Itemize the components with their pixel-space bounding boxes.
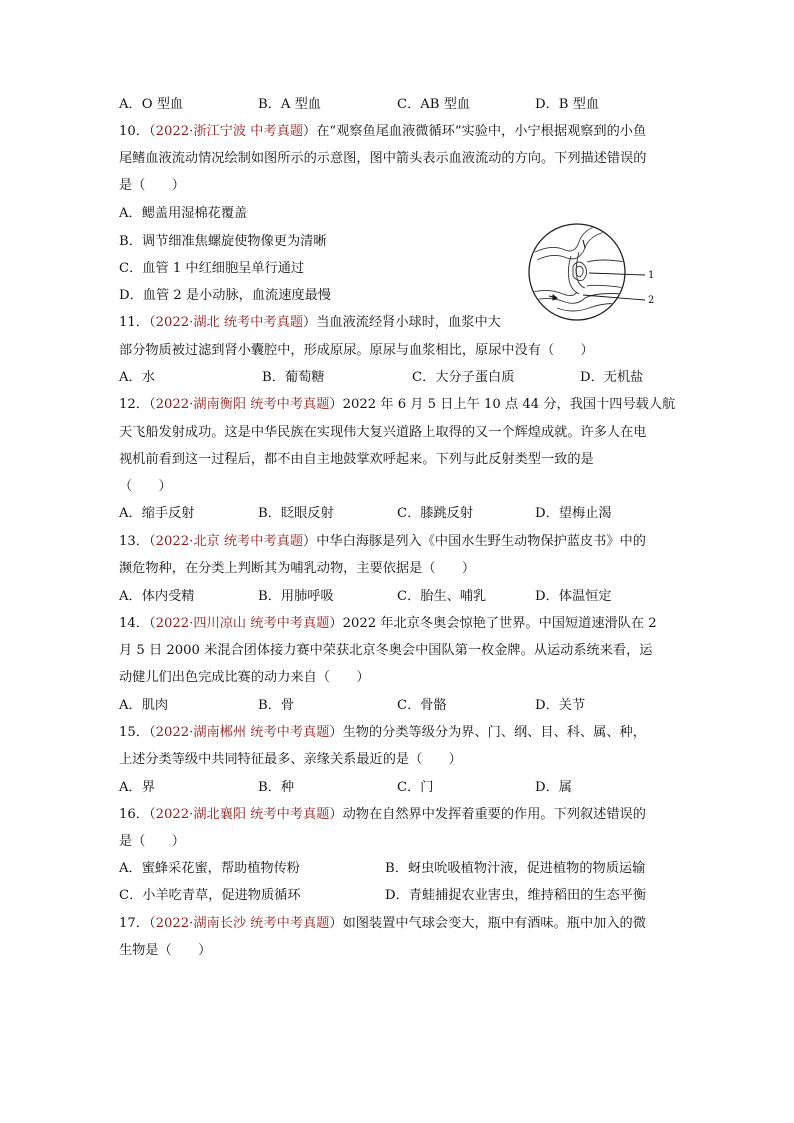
q14-option-a: A．肌肉: [119, 698, 169, 713]
q11-option-b: B．葡萄糖: [262, 370, 325, 385]
q10-stem-line-3: 是（ ）: [119, 178, 185, 193]
q9-option-d: D．B 型血: [535, 97, 600, 112]
fish-tail-microcirculation-figure: [527, 222, 659, 322]
q12-option-a: A．缩手反射: [119, 506, 195, 521]
q15-option-b: B．种: [258, 780, 295, 795]
q15-stem-line-1: 15．（2022·湖南郴州 统考中考真题）生物的分类等级分为界、门、纲、目、科、属、种，: [119, 725, 646, 740]
q13-stem-line-2: 濒危物种，在分类上判断其为哺乳动物，主要依据是（ ）: [119, 561, 476, 576]
q14-option-c: C．骨骼: [397, 698, 447, 713]
q9-option-a: A．O 型血: [119, 97, 184, 112]
q16-stem-line-1: 16．（2022·湖北襄阳 统考中考真题）动物在自然界中发挥着重要的作用。下列叙述错误的: [119, 807, 646, 822]
q13-source: 2022·北京 统考中考真题: [155, 534, 304, 549]
q12-stem-line-4: （ ）: [119, 479, 172, 494]
q16-option-b: B．蚜虫吮吸植物汁液，促进植物的物质运输: [385, 861, 646, 876]
q14-source: 2022·四川凉山 统考中考真题: [155, 616, 330, 631]
q12-stem-line-1: 12．（2022·湖南衡阳 统考中考真题）2022 年 6 月 5 日上午 10 点 44 分，我国十四号载人航: [119, 397, 676, 412]
q14-stem-line-1: 14．（2022·四川凉山 统考中考真题）2022 年北京冬奥会惊艳了世界。中国短道速滑队在 2: [119, 616, 657, 631]
q16-option-c: C．小羊吃青草，促进物质循环: [119, 888, 301, 903]
q12-option-d: D．望梅止渴: [535, 506, 612, 521]
q15-option-d: D．属: [535, 780, 572, 795]
q12-option-b: B．眨眼反射: [258, 506, 334, 521]
q10-stem-line-1: 10．（2022·浙江宁波 中考真题）在“观察鱼尾血液微循环”实验中，小宁根据观察到的小鱼: [119, 124, 647, 139]
q16-stem-line-2: 是（ ）: [119, 834, 185, 849]
q15-option-c: C．门: [397, 780, 434, 795]
q11-stem-line-1: 11．（2022·湖北 统考中考真题）当血液流经肾小球时，血浆中大: [119, 315, 501, 330]
q15-source: 2022·湖南郴州 统考中考真题: [155, 725, 330, 740]
q13-stem-line-1: 13．（2022·北京 统考中考真题）中华白海豚是列入《中国水生野生动物保护蓝皮书》中的: [119, 534, 646, 549]
q16-option-d: D．青蛙捕捉农业害虫，维持稻田的生态平衡: [385, 888, 647, 903]
q14-stem-line-3: 动健儿们出色完成比赛的动力来自（ ）: [119, 670, 370, 685]
q10-option-b: B．调节细准焦螺旋使物像更为清晰: [119, 234, 327, 249]
q9-option-c: C．AB 型血: [397, 97, 471, 112]
q14-stem-line-2: 月 5 日 2000 米混合团体接力赛中荣获北京冬奥会中国队第一枚金牌。从运动系统来看，运: [119, 643, 653, 658]
q17-source: 2022·湖南长沙 统考中考真题: [155, 916, 330, 931]
figure-label-2: 2: [648, 295, 655, 306]
q14-option-b: B．骨: [258, 698, 295, 713]
q13-option-b: B．用肺呼吸: [258, 589, 334, 604]
q16-source: 2022·湖北襄阳 统考中考真题: [155, 807, 330, 822]
q10-stem-line-2: 尾鳍血液流动情况绘制如图所示的示意图，图中箭头表示血液流动的方向。下列描述错误的: [119, 151, 647, 166]
figure-label-1: 1: [648, 270, 655, 281]
q10-option-d: D．血管 2 是小动脉，血流速度最慢: [119, 288, 331, 303]
q10-option-a: A．鳃盖用湿棉花覆盖: [119, 206, 248, 221]
q11-source: 2022·湖北 统考中考真题: [155, 315, 304, 330]
q17-stem-line-2: 生物是（ ）: [119, 943, 212, 958]
q14-option-d: D．关节: [535, 698, 586, 713]
q10-option-c: C．血管 1 中红细胞呈单行通过: [119, 261, 305, 276]
q10-source: 2022·浙江宁波 中考真题: [155, 124, 304, 139]
q11-option-a: A．水: [119, 370, 155, 385]
q17-stem-line-1: 17．（2022·湖南长沙 统考中考真题）如图装置中气球会变大，瓶中有酒味。瓶中加入的微: [119, 916, 646, 931]
q16-option-a: A．蜜蜂采花蜜，帮助植物传粉: [119, 861, 300, 876]
q11-option-d: D．无机盐: [580, 370, 644, 385]
q12-stem-line-3: 视机前看到这一过程后，都不由自主地鼓掌欢呼起来。下列与此反射类型一致的是: [119, 452, 594, 467]
q12-source: 2022·湖南衡阳 统考中考真题: [155, 397, 330, 412]
q11-stem-line-2: 部分物质被过滤到肾小囊腔中，形成原尿。原尿与血浆相比，原尿中没有（ ）: [119, 343, 594, 358]
q12-option-c: C．膝跳反射: [397, 506, 474, 521]
q13-option-a: A．体内受精: [119, 589, 195, 604]
q15-option-a: A．界: [119, 780, 155, 795]
q9-option-b: B．A 型血: [258, 97, 321, 112]
q15-stem-line-2: 上述分类等级中共同特征最多、亲缘关系最近的是（ ）: [119, 752, 462, 767]
q12-stem-line-2: 天飞船发射成功。这是中华民族在实现伟大复兴道路上取得的又一个辉煌成就。许多人在电: [119, 425, 647, 440]
q13-option-c: C．胎生、哺乳: [397, 589, 487, 604]
q11-option-c: C．大分子蛋白质: [412, 370, 515, 385]
q13-option-d: D．体温恒定: [535, 589, 612, 604]
